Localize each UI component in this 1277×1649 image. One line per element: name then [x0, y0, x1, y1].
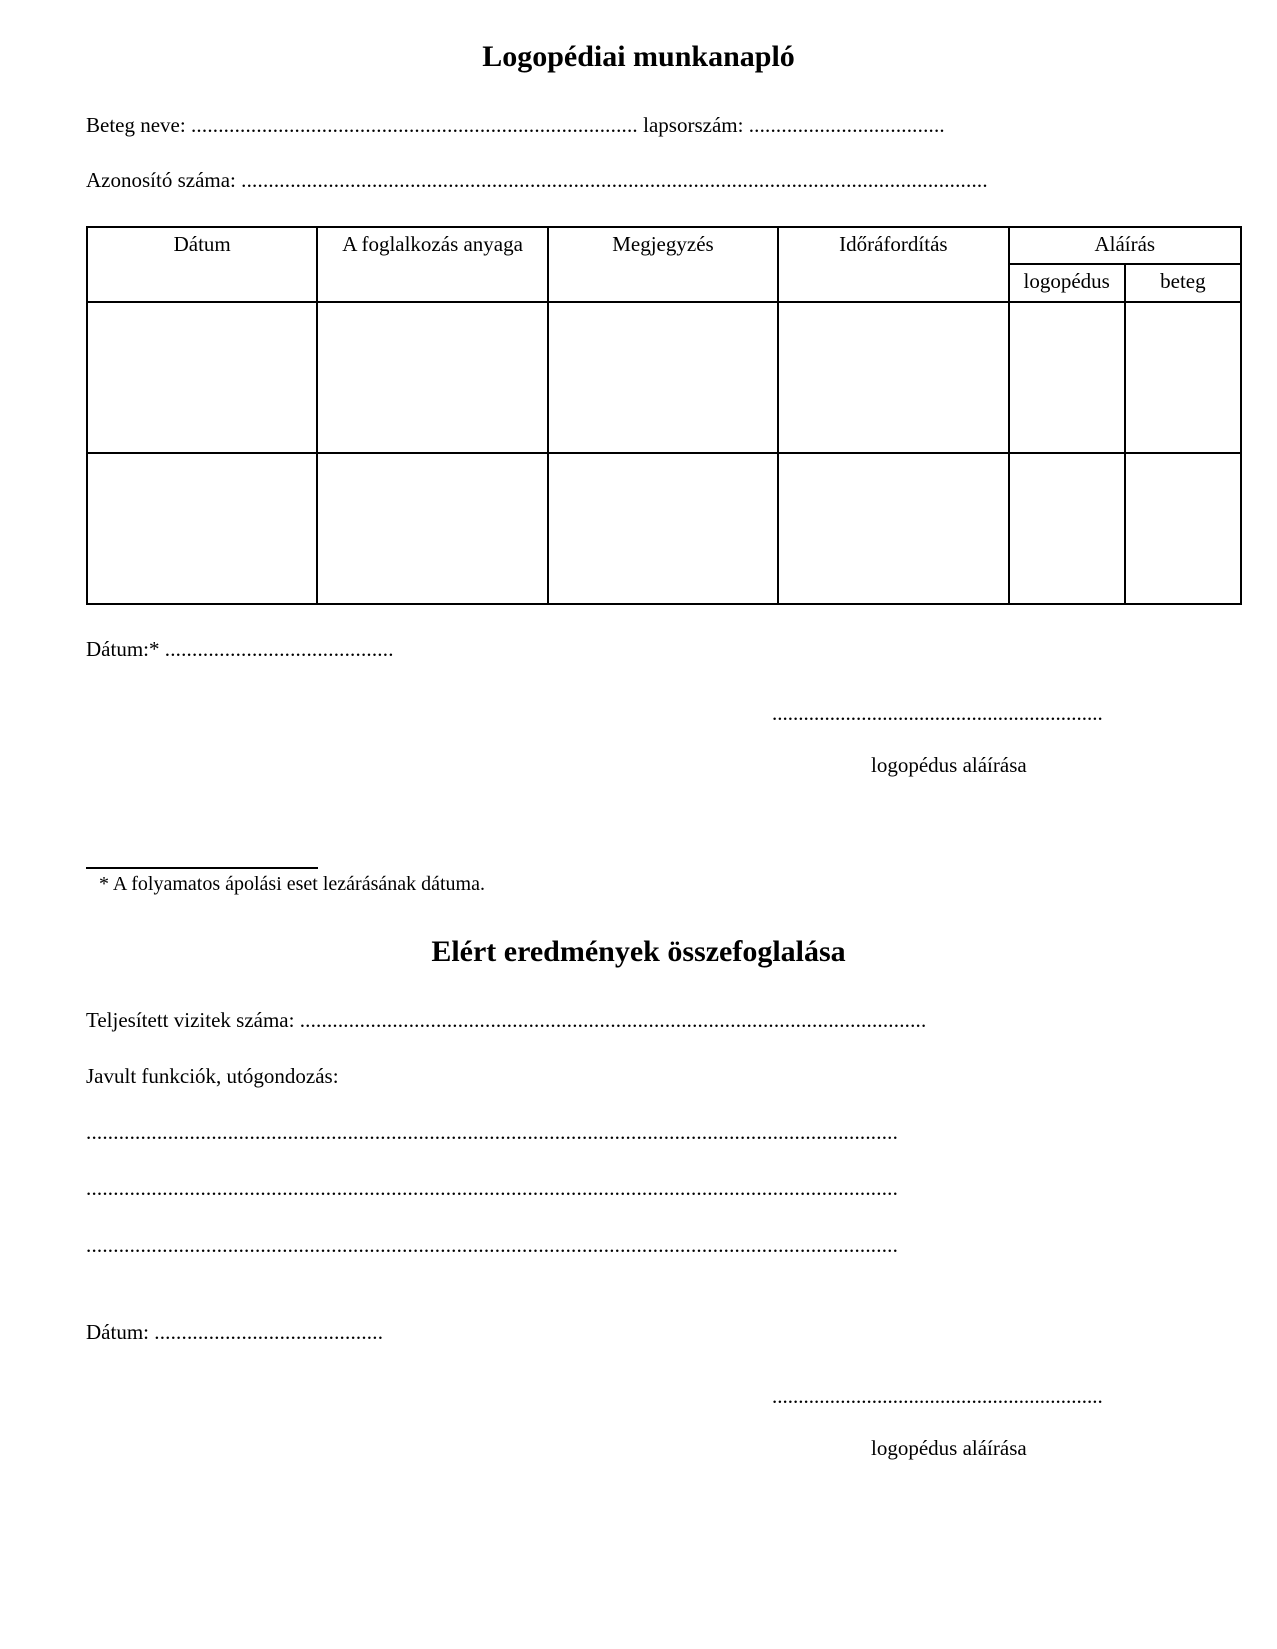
- functions-line-3[interactable]: .....................................................................................................................................................: [86, 1233, 899, 1257]
- id-field[interactable]: .........................................................................................................................................: [241, 168, 988, 192]
- patient-name-label: Beteg neve:: [86, 113, 186, 137]
- date-label: Dátum:*: [86, 637, 160, 661]
- cell-signature-patient[interactable]: [1125, 453, 1241, 604]
- cell-date[interactable]: [87, 453, 317, 604]
- header-signature-patient: beteg: [1125, 264, 1241, 302]
- header-signature-therapist: logopédus: [1009, 264, 1125, 302]
- results-date-label: Dátum:: [86, 1320, 149, 1344]
- header-date: Dátum: [87, 227, 317, 302]
- visits-field[interactable]: ...................................................................................................................: [299, 1008, 927, 1032]
- patient-name-row: [86, 113, 945, 138]
- id-label: Azonosító száma:: [86, 168, 236, 192]
- header-signature: Aláírás: [1009, 227, 1241, 264]
- results-title: Elért eredmények összefoglalása: [431, 935, 846, 968]
- functions-label: Javult funkciók, utógondozás:: [86, 1064, 339, 1088]
- functions-line-1[interactable]: .....................................................................................................................................................: [86, 1120, 899, 1144]
- log-table: [86, 226, 1242, 605]
- date-field[interactable]: ..........................................: [164, 637, 394, 661]
- cell-session-material[interactable]: [317, 302, 547, 453]
- cell-session-material[interactable]: [317, 453, 547, 604]
- results-date-row: [86, 1320, 383, 1345]
- table-row: [87, 302, 1241, 453]
- results-signature-label: logopédus aláírása: [871, 1436, 1027, 1460]
- cell-notes[interactable]: [548, 453, 778, 604]
- page-title: Logopédiai munkanapló: [482, 40, 795, 73]
- sheet-number-field[interactable]: ....................................: [748, 113, 945, 137]
- header-time-spent: Időráfordítás: [778, 227, 1008, 302]
- cell-signature-therapist[interactable]: [1009, 453, 1125, 604]
- visits-label: Teljesített vizitek száma:: [86, 1008, 295, 1032]
- patient-name-field[interactable]: ..................................................................................: [190, 113, 638, 137]
- therapist-signature-label: logopédus aláírása: [871, 753, 1027, 777]
- header-session-material: A foglalkozás anyaga: [317, 227, 547, 302]
- cell-signature-patient[interactable]: [1125, 302, 1241, 453]
- date-row: [86, 637, 394, 662]
- cell-signature-therapist[interactable]: [1009, 302, 1125, 453]
- cell-notes[interactable]: [548, 302, 778, 453]
- table-row: [87, 453, 1241, 604]
- id-row: [86, 168, 988, 193]
- results-signature-line[interactable]: ...............................................................: [772, 1384, 1103, 1408]
- sheet-number-label: lapsorszám:: [643, 113, 744, 137]
- visits-row: [86, 1008, 926, 1033]
- footnote-rule: [86, 867, 318, 869]
- cell-date[interactable]: [87, 302, 317, 453]
- cell-time-spent[interactable]: [778, 453, 1008, 604]
- header-notes: Megjegyzés: [548, 227, 778, 302]
- therapist-signature-line[interactable]: ...............................................................: [772, 701, 1103, 725]
- cell-time-spent[interactable]: [778, 302, 1008, 453]
- footnote: * A folyamatos ápolási eset lezárásának dátuma.: [99, 873, 485, 895]
- results-date-field[interactable]: ..........................................: [154, 1320, 384, 1344]
- functions-line-2[interactable]: .....................................................................................................................................................: [86, 1176, 899, 1200]
